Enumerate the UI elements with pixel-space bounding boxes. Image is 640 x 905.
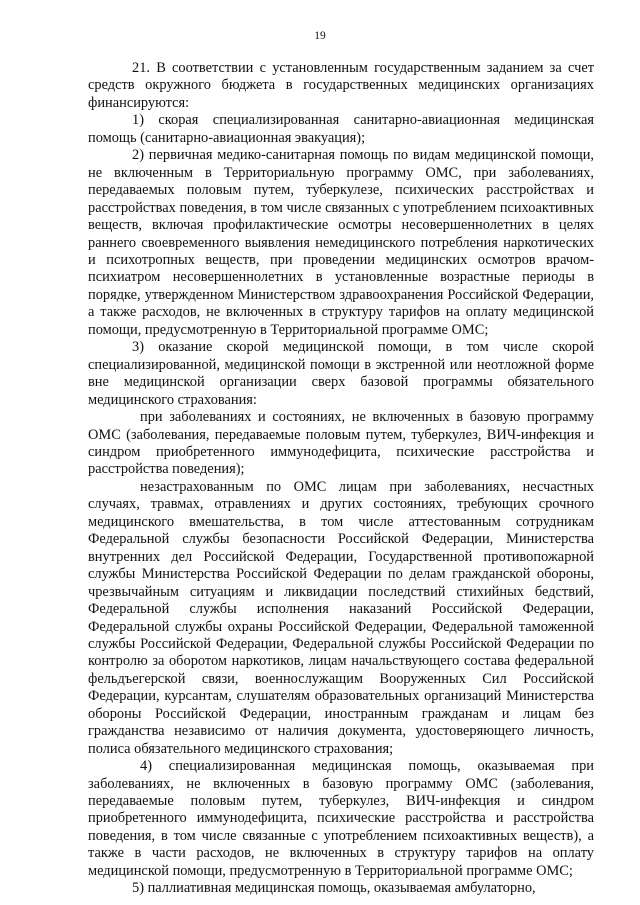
page-number: 19 — [314, 30, 326, 42]
paragraph-item-2: 2) первичная медико-санитарная помощь по видам медицинской помощи, не включенным в Территориальную программу ОМС, при заболеваниях, передаваемых половым путем, туберкулезе, психических расстройствах и расстройствах поведения, в том числе связанных с употреблением психоактивных веществ, включая профилактические осмотры несовершеннолетних в целях раннего своевременного выявления немедицинского потребления наркотических и психотропных веществ, при проведении медицинских осмотров врачом-психиатром несовершеннолетних в установленные возрастные периоды в порядке, утвержденном Министерством здравоохранения Российской Федерации, а также расходов, не включенных в структуру тарифов на оплату медицинской помощи, предусмотренную в Территориальной программе ОМС; — [88, 147, 594, 338]
paragraph-item-5: 5) паллиативная медицинская помощь, оказываемая амбулаторно, — [132, 880, 536, 897]
document-body — [88, 60, 594, 898]
paragraph-item-3-sub-1: при заболеваниях и состояниях, не включенных в базовую программу ОМС (заболевания, передаваемые половым путем, туберкулез, ВИЧ-инфекция и синдром приобретенного иммунодефицита, психические расстройства и расстройства поведения); — [88, 409, 594, 478]
paragraph-item-3-sub-2: незастрахованным по ОМС лицам при заболеваниях, несчастных случаях, травмах, отравлениях и других состояниях, требующих срочного медицинского вмешательства, в том числе аттестованным сотрудникам Федеральной службы безопасности Российской Федерации, Министерства внутренних дел Российской Федерации, Государственной противопожарной службы Министерства Российской Федерации по делам гражданской обороны, чрезвычайным ситуациям и ликвидации последствий стихийных бедствий, Федеральной службы исполнения наказаний Российской Федерации, Федеральной службы охраны Российской Федерации, Федеральной таможенной службы Российской Федерации, Федеральной службы Российской Федерации по контролю за оборотом наркотиков, лицам начальствующего состава федеральной фельдъегерской связи, военнослужащим Вооруженных Сил Российской Федерации, курсантам, слушателям образовательных организаций Министерства обороны Российской Федерации, иностранным гражданам и лицам без гражданства независимо от наличия документа, удостоверяющего личность, полиса обязательного медицинского страхования; — [88, 478, 594, 757]
paragraph-item-1: 1) скорая специализированная санитарно-авиационная медицинская помощь (санитарно-авиационная эвакуация); — [88, 112, 594, 146]
paragraph-item-3: 3) оказание скорой медицинской помощи, в том числе скорой специализированной, медицинской помощи в экстренной или неотложной форме вне медицинской организации сверх базовой программы обязательного медицинского страхования: — [88, 339, 594, 408]
paragraph-item-4: 4) специализированная медицинская помощь, оказываемая при заболеваниях, не включенных в базовую программу ОМС (заболевания, передаваемые половым путем, туберкулез, ВИЧ-инфекция и синдром приобретенного иммунодефицита, психические расстройства и расстройства поведения, в том числе связанные с употреблением психоактивных веществ), а также в части расходов, не включенных в структуру тарифов на оплату медицинской помощи, предусмотренную в Территориальной программе ОМС; — [88, 758, 594, 879]
paragraph-21-intro: 21. В соответствии с установленным государственным заданием за счет средств окружного бюджета в государственных медицинских организациях финансируются: — [88, 60, 594, 111]
